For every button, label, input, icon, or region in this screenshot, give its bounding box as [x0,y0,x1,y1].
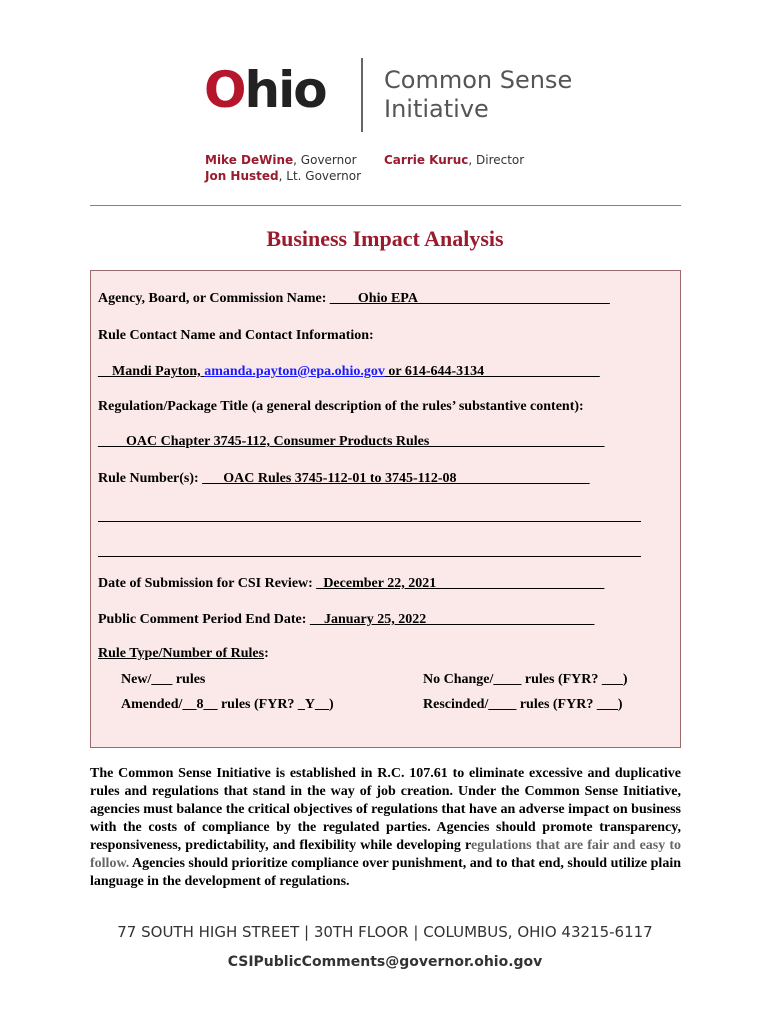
csi-paragraph [90,765,681,891]
rescinded-rules: Rescinded/____ rules (FYR? ___) [423,697,623,712]
blank-line-2 [98,556,641,557]
rule-type-label: Rule Type/Number of Rules [98,646,265,661]
governor-title: , Governor [293,153,357,167]
director-name: Carrie Kuruc [384,153,469,167]
paragraph-part-2: egulations that are fair and easy to follow. [90,838,682,871]
governor-name: Mike DeWine [205,153,294,167]
csi-wordmark [384,66,572,124]
header-divider [90,205,681,206]
rule-numbers-line [98,471,590,487]
blank-line-1 [98,521,641,522]
contact-email-link[interactable]: amanda.payton@epa.ohio.gov [204,364,385,379]
page-title: Business Impact Analysis [266,226,504,251]
agency-label: Agency, Board, or Commission Name: [98,291,330,306]
footer-address: 77 SOUTH HIGH STREET | 30TH FLOOR | COLUMBUS, OHIO 43215-6117 [117,923,653,941]
governor-block [205,152,361,184]
agency-value: ____Ohio EPA ___________________________ [329,291,610,306]
director-block [384,152,524,168]
contact-prefix: __Mandi Payton, [98,364,205,379]
contact-label: Rule Contact Name and Contact Information: [98,328,374,343]
submission-value: _December 22, 2021________________________ [316,576,605,591]
rule-numbers-value: ___OAC Rules 3745-112-01 to 3745-112-08___________________ [202,471,590,486]
ohio-logo: Ohio [204,61,326,119]
package-value: ____OAC Chapter 3745-112, Consumer Products Rules_________________________ [98,434,605,449]
footer-email-link[interactable]: CSIPublicComments@governor.ohio.gov [227,954,543,970]
rule-numbers-label: Rule Number(s): [98,471,203,486]
director-title: , Director [468,153,525,167]
comment-line [98,612,594,628]
csi-line-2: Initiative [384,95,489,123]
paragraph-part-3: Agencies should prioritize compliance over punishment, and to that end, should utilize plain language in the development of regulations. [90,856,681,889]
lt-governor-title: , Lt. Governor [278,169,362,183]
rule-type-line [98,646,269,662]
csi-line-1: Common Sense [384,66,573,94]
amended-rules: Amended/__8__ rules (FYR? _Y__) [121,697,334,712]
no-change-rules: No Change/____ rules (FYR? ___) [423,672,628,687]
new-rules: New/___ rules [121,672,206,687]
agency-line [98,291,610,307]
submission-label: Date of Submission for CSI Review: [98,576,317,591]
rule-type-colon: : [264,646,269,661]
comment-value: __January 25, 2022________________________ [309,612,595,627]
contact-suffix: or 614-644-3134 ________________ [384,364,600,379]
contact-line [98,364,600,380]
package-label: Regulation/Package Title (a general description of the rules’ substantive content): [98,399,584,414]
logo-divider [361,58,363,132]
lt-governor-name: Jon Husted [205,169,279,183]
paragraph-part-1: The Common Sense Initiative is established in R.C. 107.61 to eliminate excessive and duplicative rules and regulations that stand in the way of job creation. Under the Common Sense Initiative, agencies must balance the critical objectives of regulations that have an adverse impact on business with the costs of compliance by the regulated parties. Agencies should promote transparency, responsiveness, predictability, and flexibility while developing r [90,766,681,853]
submission-line [98,576,604,592]
comment-label: Public Comment Period End Date: [98,612,310,627]
